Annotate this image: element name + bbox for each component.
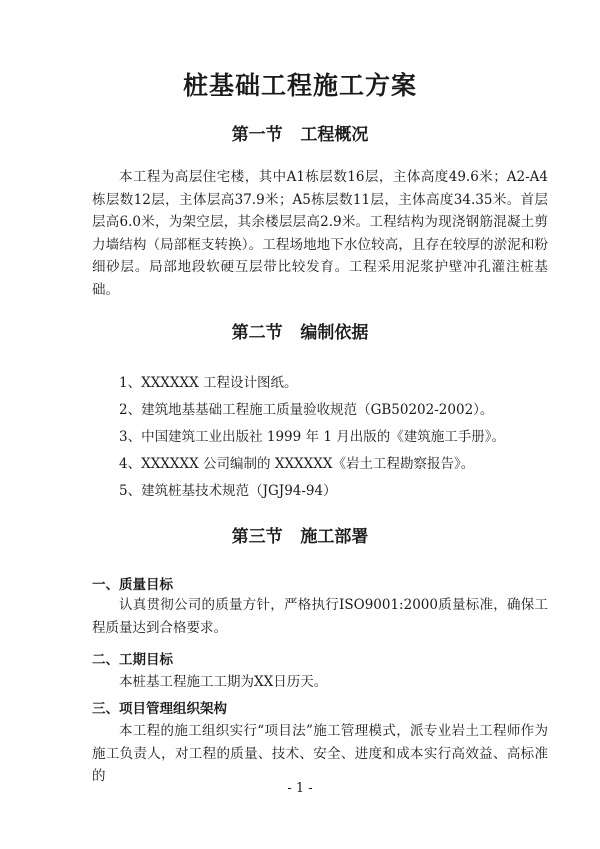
page-number: - 1 -	[287, 781, 313, 796]
list-item: 3、中国建筑工业出版社 1999 年 1 月出版的《建筑施工手册》。	[119, 429, 505, 445]
subheading-schedule-goal: 二、工期目标	[92, 652, 173, 668]
basis-list	[92, 370, 548, 505]
list-item: 4、XXXXXX 公司编制的 XXXXXX《岩土工程勘察报告》。	[119, 456, 475, 472]
subheading-quality-goal: 一、质量目标	[92, 577, 173, 593]
section-heading-deployment: 第三节 施工部署	[231, 527, 369, 547]
document-title: 桩基础工程施工方案	[182, 71, 417, 100]
subheading-organization: 三、项目管理组织架构	[92, 701, 227, 717]
section-heading-overview: 第一节 工程概况	[231, 125, 369, 145]
schedule-goal-text: 本桩基工程施工工期为XX日历天。	[119, 674, 328, 690]
quality-goal-text: 认真贯彻公司的质量方针，严格执行ISO9001:2000质量标准，确保工程质量达到合格要求。	[92, 597, 548, 636]
list-item: 1、XXXXXX 工程设计图纸。	[119, 375, 298, 391]
overview-paragraph: 本工程为高层住宅楼，其中A1栋层数16层，主体高度49.6米；A2-A4栋层数12层，主体层高37.9米；A5栋层数11层，主体高度34.35米。首层层高6.0米，为架空层，其余楼层层高2.9米。工程结构为现浇钢筋混凝土剪力墙结构（局部框支转换）。工程场地地下水位较高，且存在较厚的淤泥和粉细砂层。局部地段软硬互层带比较发育。工程采用泥浆护壁冲孔灌注桩基础。	[92, 169, 548, 298]
organization-text: 本工程的施工组织实行“项目法”施工管理模式，派专业岩土工程师作为施工负责人，对工程的质量、技术、安全、进度和成本实行高效益、高标准的	[92, 723, 548, 784]
list-item: 2、建筑地基基础工程施工质量验收规范（GB50202-2002）。	[119, 402, 494, 418]
list-item: 5、建筑桩基技术规范（JGJ94-94）	[119, 483, 337, 499]
section-heading-basis: 第二节 编制依据	[231, 323, 369, 343]
